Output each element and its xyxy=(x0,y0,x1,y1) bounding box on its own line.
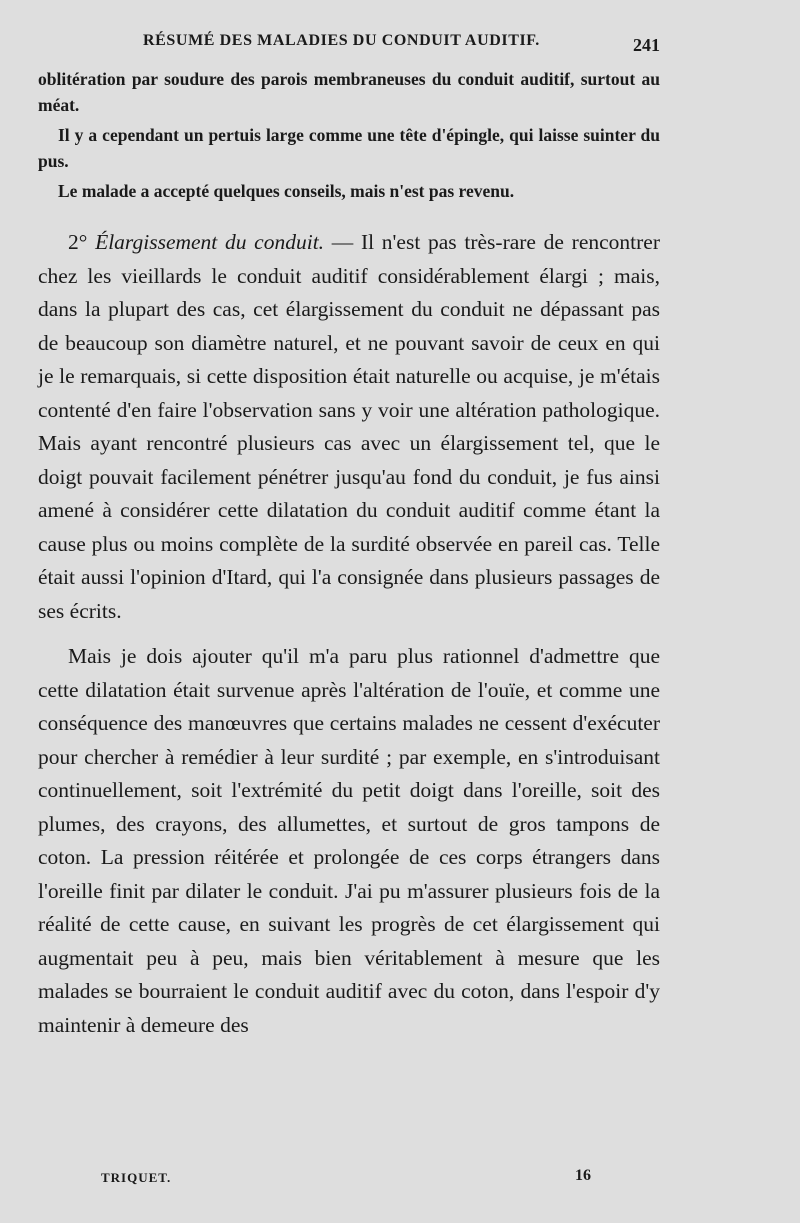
page-footer xyxy=(101,1167,591,1192)
section-title: Élargissement du conduit. xyxy=(95,230,325,254)
running-head xyxy=(38,30,660,56)
section-intro: — Il n'est pas très-rare de rencontrer chez les vieillards le conduit auditif considérablement élargi ; mais, dans la plupart des cas, cet élargissement du conduit ne dépassant pas de beaucoup son diamètre naturel, et ne pouvant savoir de ceux en qui je le remarquais, si cette disposition était naturelle ou acquise, je m'étais contenté d'en faire l'observation sans y voir une altération pathologique. Mais ayant rencontré plusieurs cas avec un élargissement tel, que le doigt pouvait facilement pénétrer jusqu'au fond du conduit, je fus ainsi amené à considérer cette dilatation du conduit auditif comme étant la cause plus ou moins complète de la surdité observée en pareil cas. Telle était aussi l'opinion d'Itard, qui l'a consignée dans plusieurs passages de ses écrits. xyxy=(38,230,661,623)
observation-line-1: oblitération par soudure des parois membraneuses du conduit auditif, surtout au méat. xyxy=(38,69,660,115)
observation-block xyxy=(38,66,660,204)
running-title: RÉSUMÉ DES MALADIES DU CONDUIT AUDITIF. xyxy=(143,32,540,49)
observation-line-3: Le malade a accepté quelques conseils, mais n'est pas revenu. xyxy=(58,181,515,201)
page-number: 241 xyxy=(633,35,660,55)
section-body xyxy=(38,226,660,1042)
sheet-number: 16 xyxy=(575,1167,591,1184)
printer-signature: TRIQUET. xyxy=(101,1170,172,1185)
observation-line-2: Il y a cependant un pertuis large comme une tête d'épingle, qui laisse suinter du pus. xyxy=(38,125,660,171)
section-paragraph-2: Mais je dois ajouter qu'il m'a paru plus rationnel d'admettre que cette dilatation était survenue après l'altération de l'ouïe, et comme une conséquence des manœuvres que certains malades ne cessent d'exécuter pour chercher à remédier à leur surdité ; par exemple, en s'introduisant continuellement, soit l'extrémité du petit doigt dans l'oreille, soit des plumes, des crayons, des allumettes, et surtout de gros tampons de coton. La pression réitérée et prolongée de ces corps étrangers dans l'oreille finit par dilater le conduit. J'ai pu m'assurer plusieurs fois de la réalité de cette cause, en suivant les progrès de cet élargissement qui augmentait peu à peu, mais bien véritablement à mesure que les malades se bourraient le conduit auditif avec du coton, dans l'espoir d'y maintenir à demeure des xyxy=(38,644,660,1037)
section-paragraph-1 xyxy=(38,226,660,628)
section-number: 2° xyxy=(68,230,88,254)
